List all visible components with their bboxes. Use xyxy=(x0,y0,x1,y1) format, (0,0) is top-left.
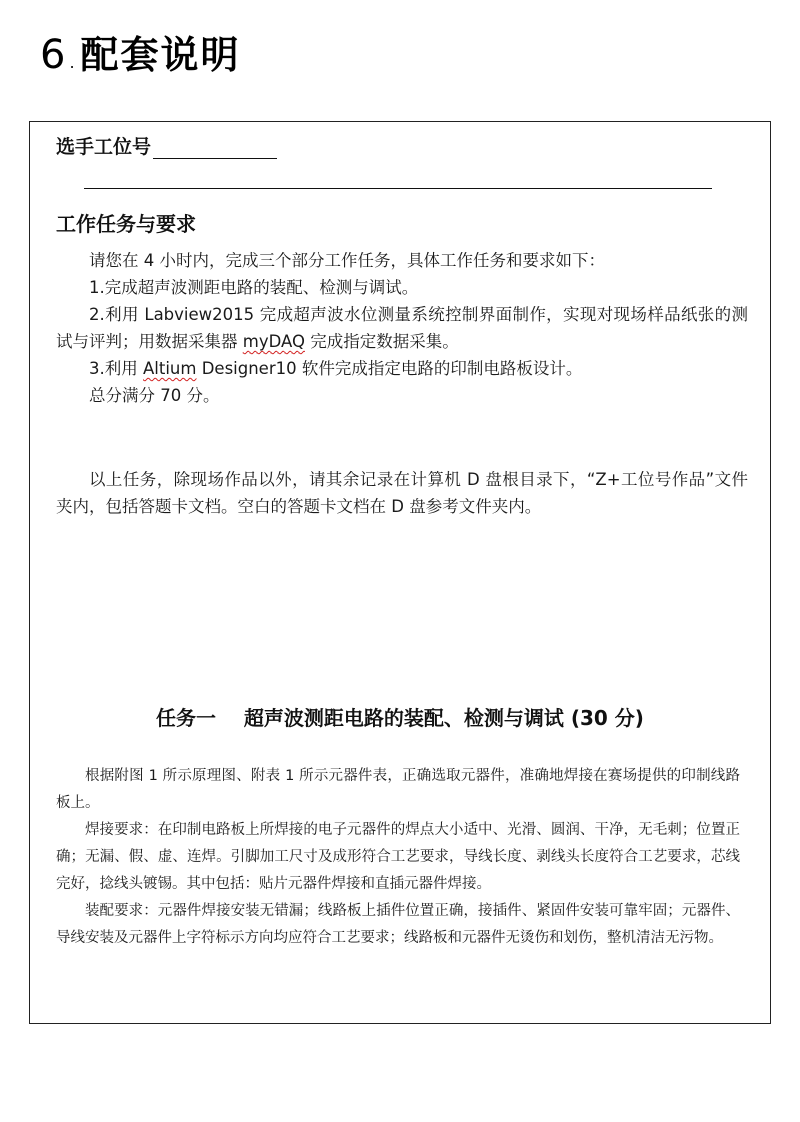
submission-notice xyxy=(56,466,748,520)
requirement-item-3: 3.利用 Altium Designer10 软件完成指定电路的印制电路板设计。 xyxy=(89,359,583,378)
heading-dot: . xyxy=(69,53,77,72)
heading-number: 6 xyxy=(40,32,68,78)
station-number-field xyxy=(56,132,277,159)
station-number-blank xyxy=(153,138,277,159)
station-number-label: 选手工位号 xyxy=(56,136,152,158)
task1-body xyxy=(56,763,740,952)
requirement-item-2: 2.利用 Labview2015 完成超声波水位测量系统控制界面制作，实现对现场样品纸张的测试与评判；用数据采集器 myDAQ 完成指定数据采集。 xyxy=(56,305,748,351)
divider-line xyxy=(84,188,712,189)
page-heading xyxy=(40,24,241,80)
answer-sheet-frame xyxy=(29,121,771,1024)
submission-notice-text: 以上任务，除现场作品以外，请其余记录在计算机 D 盘根目录下，“Z+工位号作品”文件夹内，包括答题卡文档。空白的答题卡文档在 D 盘参考文件夹内。 xyxy=(56,470,748,516)
heading-title: 配套说明 xyxy=(80,33,241,77)
task-requirements xyxy=(56,247,748,409)
intro-paragraph: 请您在 4 小时内，完成三个部分工作任务，具体工作任务和要求如下： xyxy=(89,251,605,270)
task1-title: 任务一 超声波测距电路的装配、检测与调试 (30 分) xyxy=(156,706,644,730)
spellcheck-word-altium: Altium xyxy=(143,359,197,378)
requirement-item-1: 1.完成超声波测距电路的装配、检测与调试。 xyxy=(89,278,419,297)
section-title: 工作任务与要求 xyxy=(56,212,196,236)
task1-paragraph-3: 装配要求：元器件焊接安装无错漏；线路板上插件位置正确，接插件、紧固件安装可靠牢固；元器件、导线安装及元器件上字符标示方向均应符合工艺要求；线路板和元器件无烫伤和划伤，整机清洁无污物。 xyxy=(56,903,740,946)
task1-paragraph-1: 根据附图 1 所示原理图、附表 1 所示元器件表，正确选取元器件，准确地焊接在赛场提供的印制线路板上。 xyxy=(56,768,740,811)
spellcheck-word-mydaq: myDAQ xyxy=(242,332,305,351)
task1-paragraph-2: 焊接要求：在印制电路板上所焊接的电子元器件的焊点大小适中、光滑、圆润、干净，无毛刺；位置正确；无漏、假、虚、连焊。引脚加工尺寸及成形符合工艺要求，导线长度、剥线头长度符合工艺要求，芯线完好，捻线头镀锡。其中包括：贴片元器件焊接和直插元器件焊接。 xyxy=(56,822,740,892)
total-score-note: 总分满分 70 分。 xyxy=(89,386,220,405)
